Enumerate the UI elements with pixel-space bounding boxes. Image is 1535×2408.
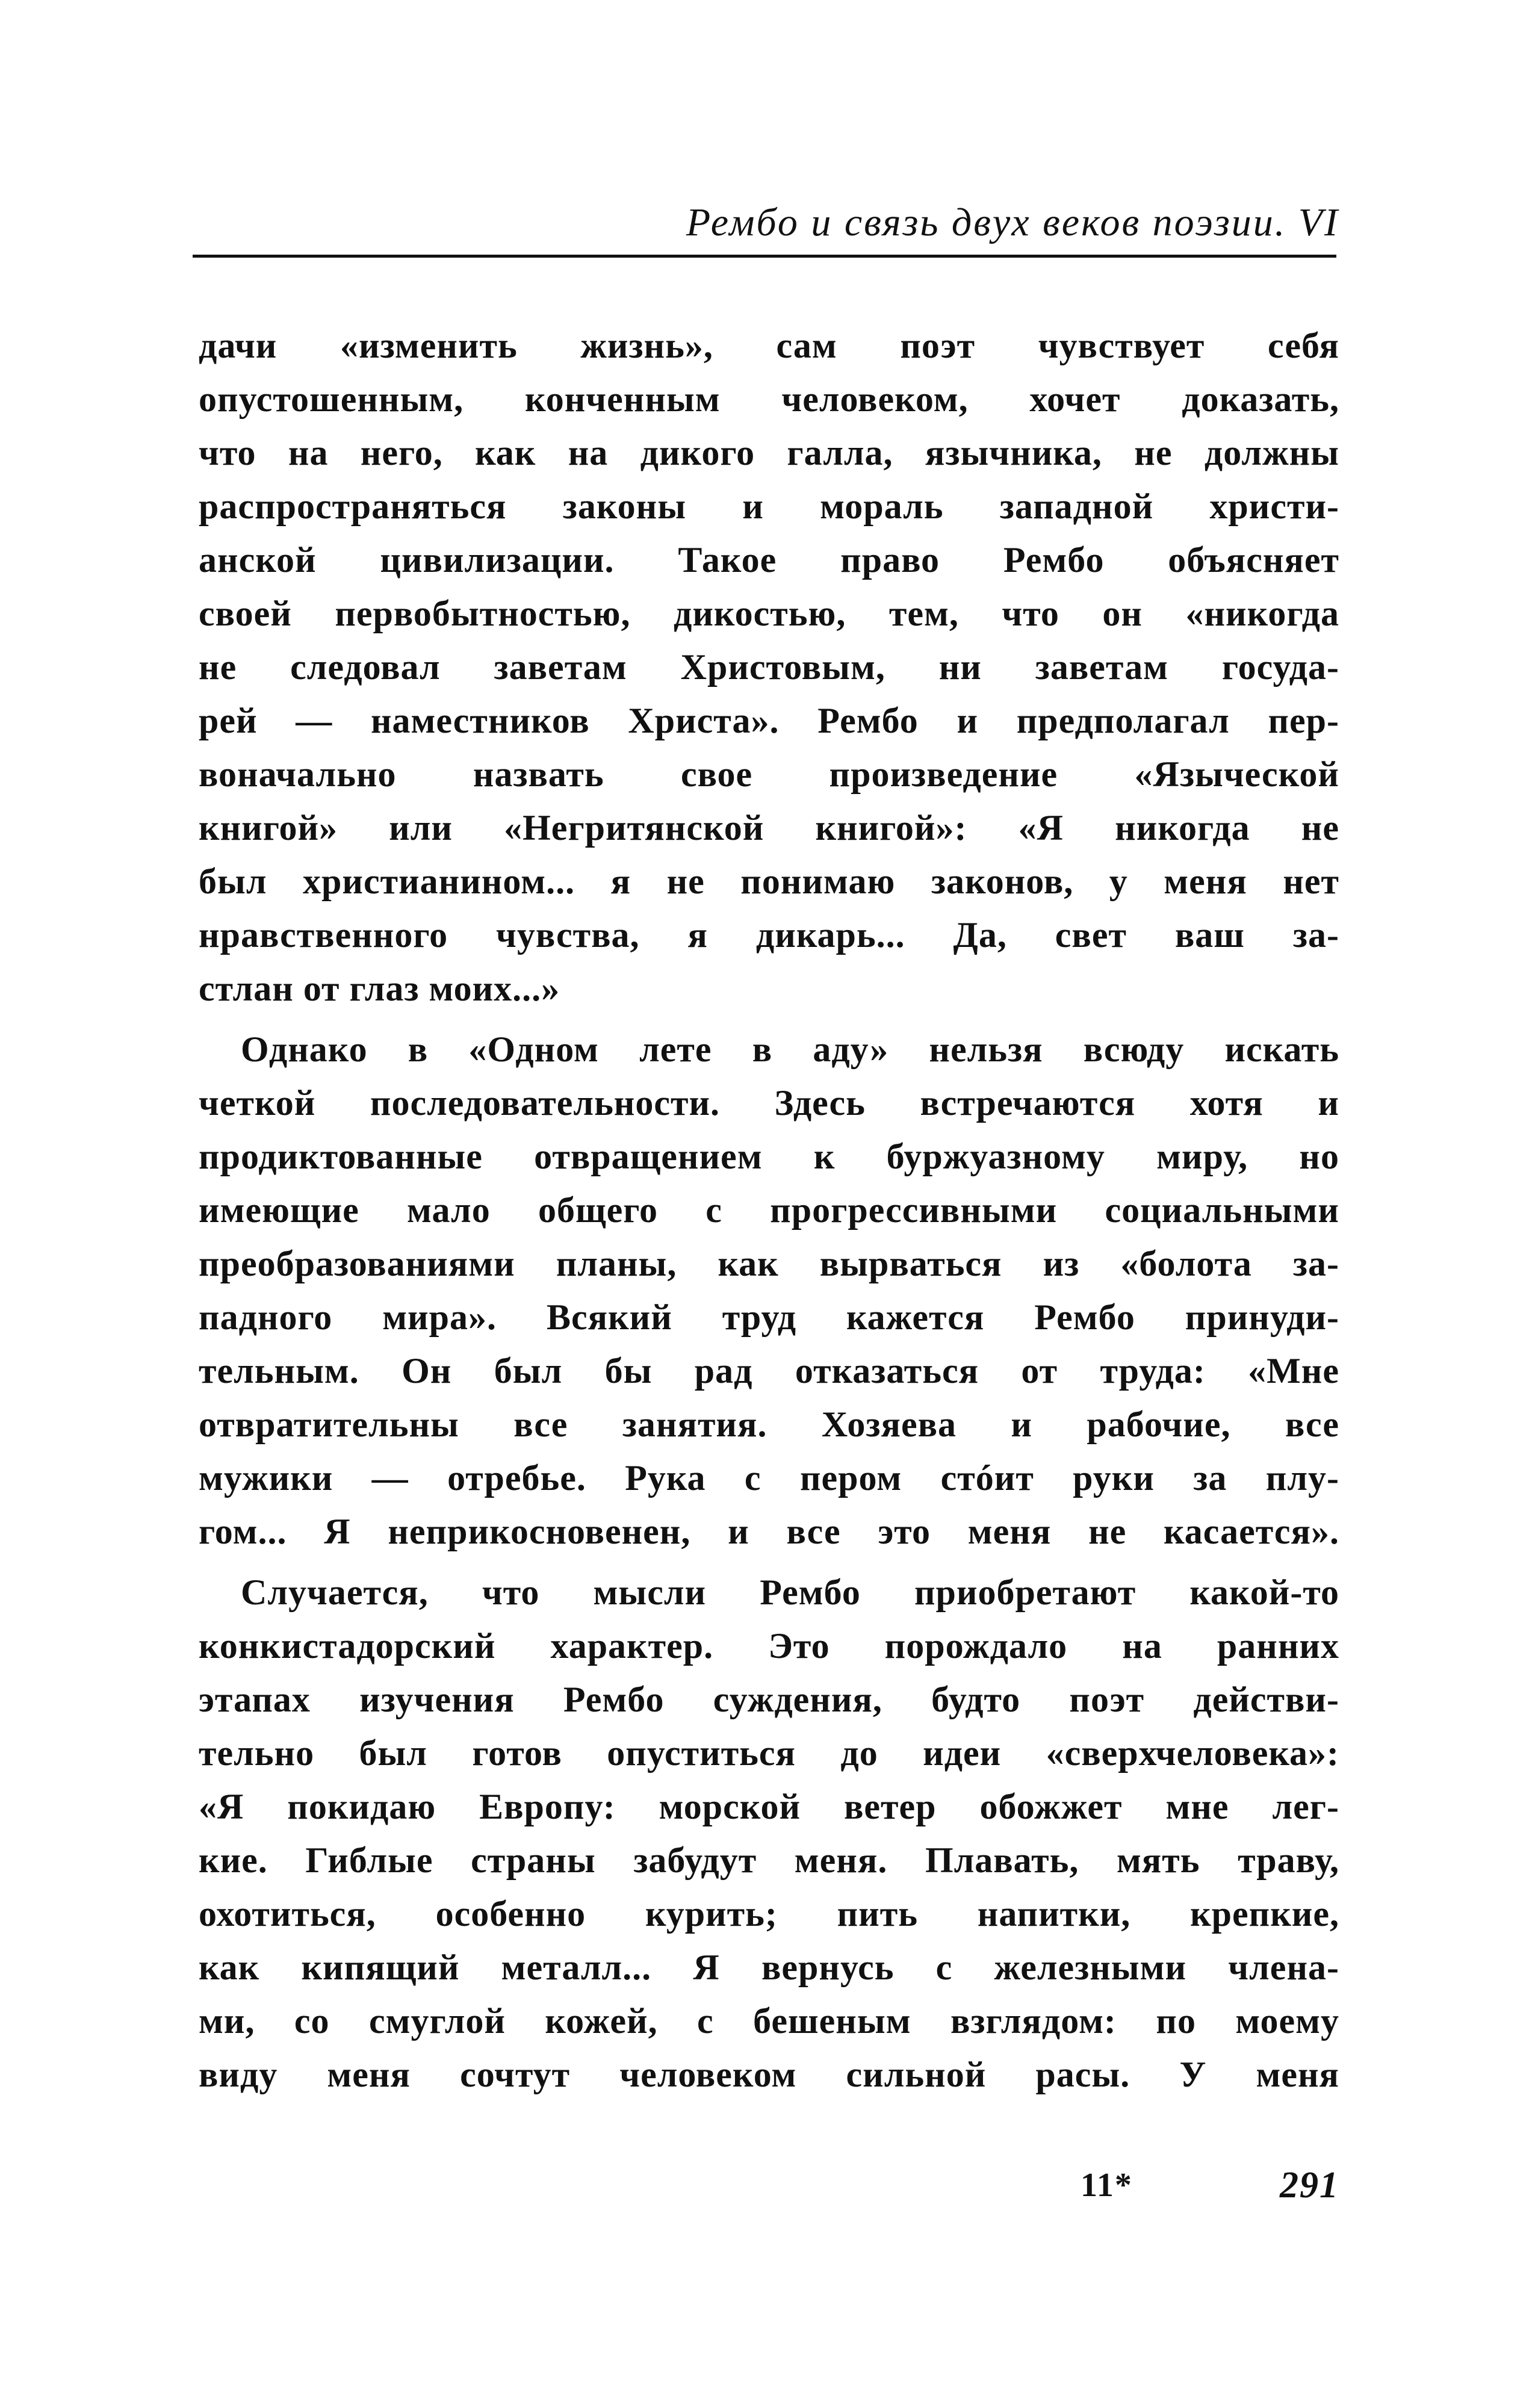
text-line: мужики — отребье. Рука с пером стóит руки за плу- bbox=[199, 1458, 1339, 1498]
text-line: анской цивилизации. Такое право Рембо объясняет bbox=[199, 540, 1339, 580]
text-line: воначально назвать свое произведение «Языческой bbox=[199, 754, 1339, 794]
text-line: тельным. Он был бы рад отказаться от труда: «Мне bbox=[199, 1351, 1339, 1391]
text-line: ми, со смуглой кожей, с бешеным взглядом: по моему bbox=[199, 2001, 1339, 2041]
text-line: тельно был готов опуститься до идеи «сверхчеловека»: bbox=[199, 1733, 1339, 1773]
paragraph bbox=[199, 319, 1339, 1016]
printer-signature: 11* bbox=[1081, 2167, 1133, 2204]
text-line: рей — наместников Христа». Рембо и предполагал пер- bbox=[199, 701, 1339, 740]
text-line: «Я покидаю Европу: морской ветер обожжет мне лег- bbox=[199, 1787, 1339, 1826]
paragraph bbox=[199, 1023, 1339, 1559]
text-line: стлан от глаз моих...» bbox=[199, 969, 560, 1008]
text-line: четкой последовательности. Здесь встречаются хотя и bbox=[199, 1083, 1339, 1123]
text-line: опустошенным, конченным человеком, хочет доказать, bbox=[199, 379, 1339, 419]
paragraph-gap bbox=[199, 1016, 1339, 1023]
text-line: кие. Гиблые страны забудут меня. Плавать, мять траву, bbox=[199, 1840, 1339, 1880]
text-line: Однако в «Одном лете в аду» нельзя всюду искать bbox=[241, 1029, 1339, 1069]
body-text bbox=[199, 319, 1339, 2102]
text-line: как кипящий металл... Я вернусь с железными члена- bbox=[199, 1947, 1339, 1987]
text-line: своей первобытностью, дикостью, тем, что он «никогда bbox=[199, 594, 1339, 633]
text-line: был христианином... я не понимаю законов, у меня нет bbox=[199, 861, 1339, 901]
text-line: распространяться законы и мораль западной христи- bbox=[199, 486, 1339, 526]
text-line: не следовал заветам Христовым, ни заветам госуда- bbox=[199, 647, 1339, 687]
paragraph-gap bbox=[199, 1559, 1339, 1566]
text-line: нравственного чувства, я дикарь... Да, свет ваш за- bbox=[199, 915, 1339, 955]
paragraph bbox=[199, 1566, 1339, 2102]
text-line: виду меня сочтут человеком сильной расы. У меня bbox=[199, 2055, 1339, 2094]
text-line: дачи «изменить жизнь», сам поэт чувствует себя bbox=[199, 326, 1339, 365]
page-number: 291 bbox=[1280, 2165, 1339, 2206]
text-line: продиктованные отвращением к буржуазному миру, но bbox=[199, 1137, 1339, 1176]
text-line: что на него, как на дикого галла, язычника, не должны bbox=[199, 433, 1339, 473]
text-line: Случается, что мысли Рембо приобретают какой-то bbox=[241, 1572, 1339, 1612]
text-line: преобразованиями планы, как вырваться из «болота за- bbox=[199, 1244, 1339, 1283]
text-line: охотиться, особенно курить; пить напитки, крепкие, bbox=[199, 1894, 1339, 1934]
text-line: этапах изучения Рембо суждения, будто поэт действи- bbox=[199, 1680, 1339, 1719]
text-line: гом... Я неприкосновенен, и все это меня не касается». bbox=[199, 1512, 1339, 1551]
text-line: отвратительны все занятия. Хозяева и рабочие, все bbox=[199, 1404, 1339, 1444]
text-line: книгой» или «Негритянской книгой»: «Я никогда не bbox=[199, 808, 1339, 848]
text-line: конкистадорский характер. Это порождало на ранних bbox=[199, 1626, 1339, 1666]
header-rule bbox=[193, 255, 1336, 258]
text-line: падного мира». Всякий труд кажется Рембо принуди- bbox=[199, 1297, 1339, 1337]
running-head: Рембо и связь двух веков поэзии. VI bbox=[686, 200, 1339, 244]
text-line: имеющие мало общего с прогрессивными социальными bbox=[199, 1190, 1339, 1230]
